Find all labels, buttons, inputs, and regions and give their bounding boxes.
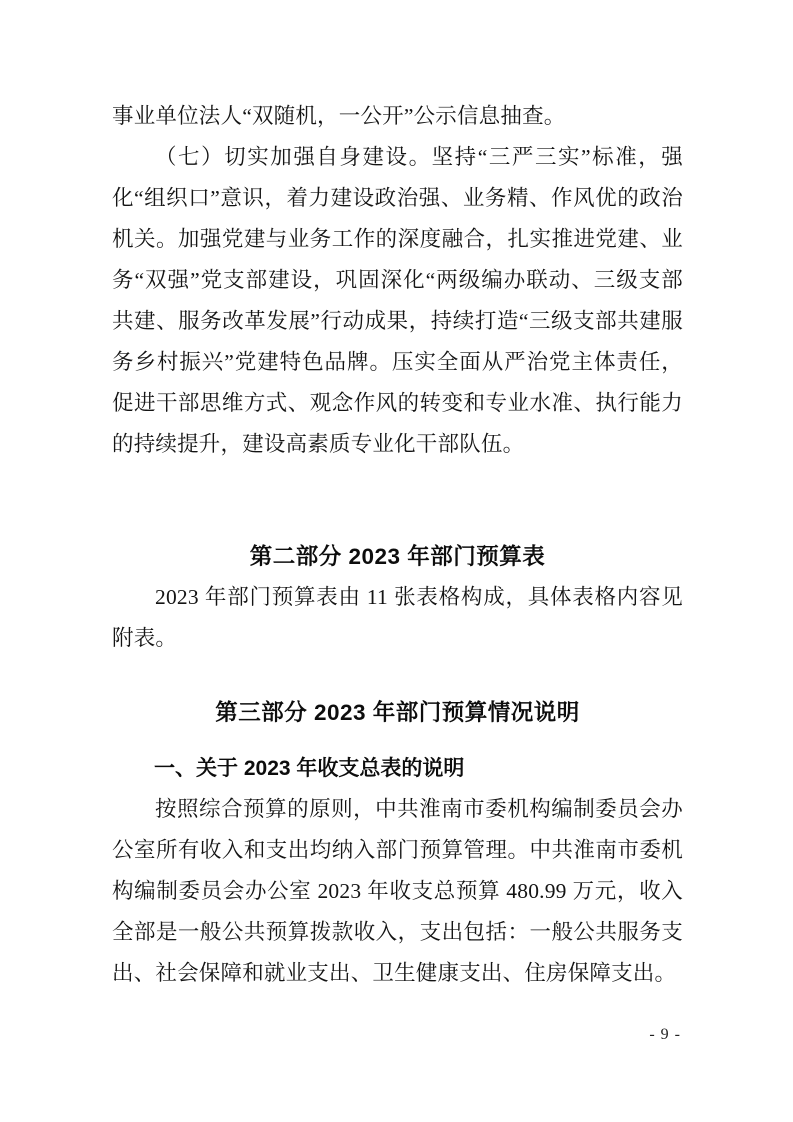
section-gap	[112, 465, 683, 537]
paragraph-item-seven: （七）切实加强自身建设。坚持“三严三实”标准，强化“组织口”意识，着力建设政治强、业务精、作风优的政治机关。加强党建与业务工作的深度融合，扎实推进党建、业务“双强”党支部建设，巩固深化“两级编办联动、三级支部共建、服务改革发展”行动成果，持续打造“三级支部共建服务乡村振兴”党建特色品牌。压实全面从严治党主体责任，促进干部思维方式、观念作风的转变和专业水准、执行能力的持续提升，建设高素质专业化干部队伍。	[112, 145, 683, 456]
section-gap-2	[112, 659, 683, 693]
page-number: - 9 -	[649, 1026, 681, 1043]
section-two-heading: 第二部分 2023 年部门预算表	[249, 544, 546, 569]
section-three-body: 按照综合预算的原则，中共淮南市委机构编制委员会办公室所有收入和支出均纳入部门预算管理。中共淮南市委机构编制委员会办公室 2023 年收支总预算 480.99 万元，收入全部是一般公共预算拨款收入，支出包括：一般公共服务支出、社会保障和就业支出、卫生健康支出、住房保障支出。	[112, 797, 683, 985]
section-two-body: 2023 年部门预算表由 11 张表格构成，具体表格内容见附表。	[112, 585, 683, 650]
section-gap-3	[112, 733, 683, 749]
section-three-subheading: 一、关于 2023 年收支总表的说明	[154, 757, 465, 780]
section-three-heading: 第三部分 2023 年部门预算情况说明	[215, 700, 580, 725]
paragraph-continuation: 事业单位法人“双随机，一公开”公示信息抽查。	[112, 104, 566, 128]
